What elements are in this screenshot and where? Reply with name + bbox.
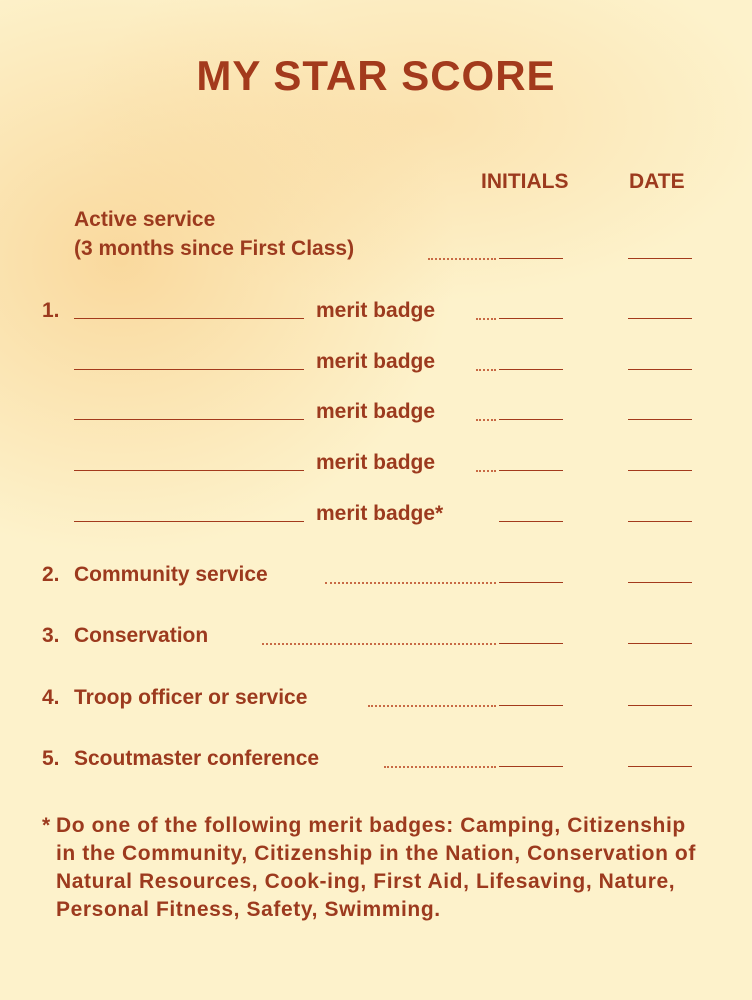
merit-badge-label: merit badge	[316, 451, 436, 474]
merit-badge-initials-blank[interactable]	[499, 369, 563, 370]
merit-badge-initials-blank[interactable]	[499, 470, 563, 471]
page-title: MY STAR SCORE	[196, 52, 556, 99]
merit-badge-initials-blank[interactable]	[499, 318, 563, 319]
troop-officer-initials-blank[interactable]	[499, 705, 563, 706]
merit-badge-date-blank[interactable]	[628, 521, 692, 522]
community-service-initials-blank[interactable]	[499, 582, 563, 583]
merit-badge-initials-blank[interactable]	[499, 521, 563, 522]
item-number-4: 4.	[42, 686, 60, 709]
item-number-3: 3.	[42, 624, 60, 647]
date-column-header: DATE	[629, 170, 685, 193]
merit-badge-date-blank[interactable]	[628, 369, 692, 370]
merit-badge-date-blank[interactable]	[628, 318, 692, 319]
footnote-text: Do one of the following merit badges: Camping, Citizenship in the Community, Citizenship in the Nation, Conservation of Natural Resources, Cook-ing, First Aid, Lifesaving, Nature, Personal Fitness, Safety, Swimming.	[56, 814, 696, 921]
leader-dots	[368, 705, 496, 707]
leader-dots	[476, 369, 496, 371]
item-number-2: 2.	[42, 563, 60, 586]
merit-badge-date-blank[interactable]	[628, 470, 692, 471]
merit-badge-label: merit badge	[316, 400, 436, 423]
merit-badge-name-blank[interactable]	[74, 369, 304, 370]
initials-column-header: INITIALS	[481, 170, 569, 193]
community-service-label: Community service	[74, 563, 268, 586]
conservation-initials-blank[interactable]	[499, 643, 563, 644]
scoutmaster-conference-initials-blank[interactable]	[499, 766, 563, 767]
troop-officer-date-blank[interactable]	[628, 705, 692, 706]
leader-dots	[262, 643, 496, 645]
leader-dots	[428, 258, 496, 260]
merit-badge-date-blank[interactable]	[628, 419, 692, 420]
merit-badge-name-blank[interactable]	[74, 521, 304, 522]
active-service-note: (3 months since First Class)	[74, 237, 355, 260]
merit-badge-name-blank[interactable]	[74, 419, 304, 420]
merit-badge-name-blank[interactable]	[74, 318, 304, 319]
merit-badge-initials-blank[interactable]	[499, 419, 563, 420]
merit-badge-name-blank[interactable]	[74, 470, 304, 471]
merit-badge-starred-label: merit badge*	[316, 502, 444, 525]
active-service-label: Active service	[74, 208, 216, 231]
leader-dots	[325, 582, 496, 584]
community-service-date-blank[interactable]	[628, 582, 692, 583]
conservation-label: Conservation	[74, 624, 209, 647]
leader-dots	[476, 419, 496, 421]
scoutmaster-conference-label: Scoutmaster conference	[74, 747, 320, 770]
conservation-date-blank[interactable]	[628, 643, 692, 644]
active-service-date-blank[interactable]	[628, 258, 692, 259]
leader-dots	[384, 766, 496, 768]
item-number-5: 5.	[42, 747, 60, 770]
leader-dots	[476, 318, 496, 320]
leader-dots	[476, 470, 496, 472]
merit-badge-label: merit badge	[316, 299, 436, 322]
scoutmaster-conference-date-blank[interactable]	[628, 766, 692, 767]
item-number-1: 1.	[42, 299, 60, 322]
footnote	[42, 812, 712, 924]
troop-officer-label: Troop officer or service	[74, 686, 308, 709]
merit-badge-label: merit badge	[316, 350, 436, 373]
footnote-star: *	[42, 814, 51, 837]
active-service-initials-blank[interactable]	[499, 258, 563, 259]
